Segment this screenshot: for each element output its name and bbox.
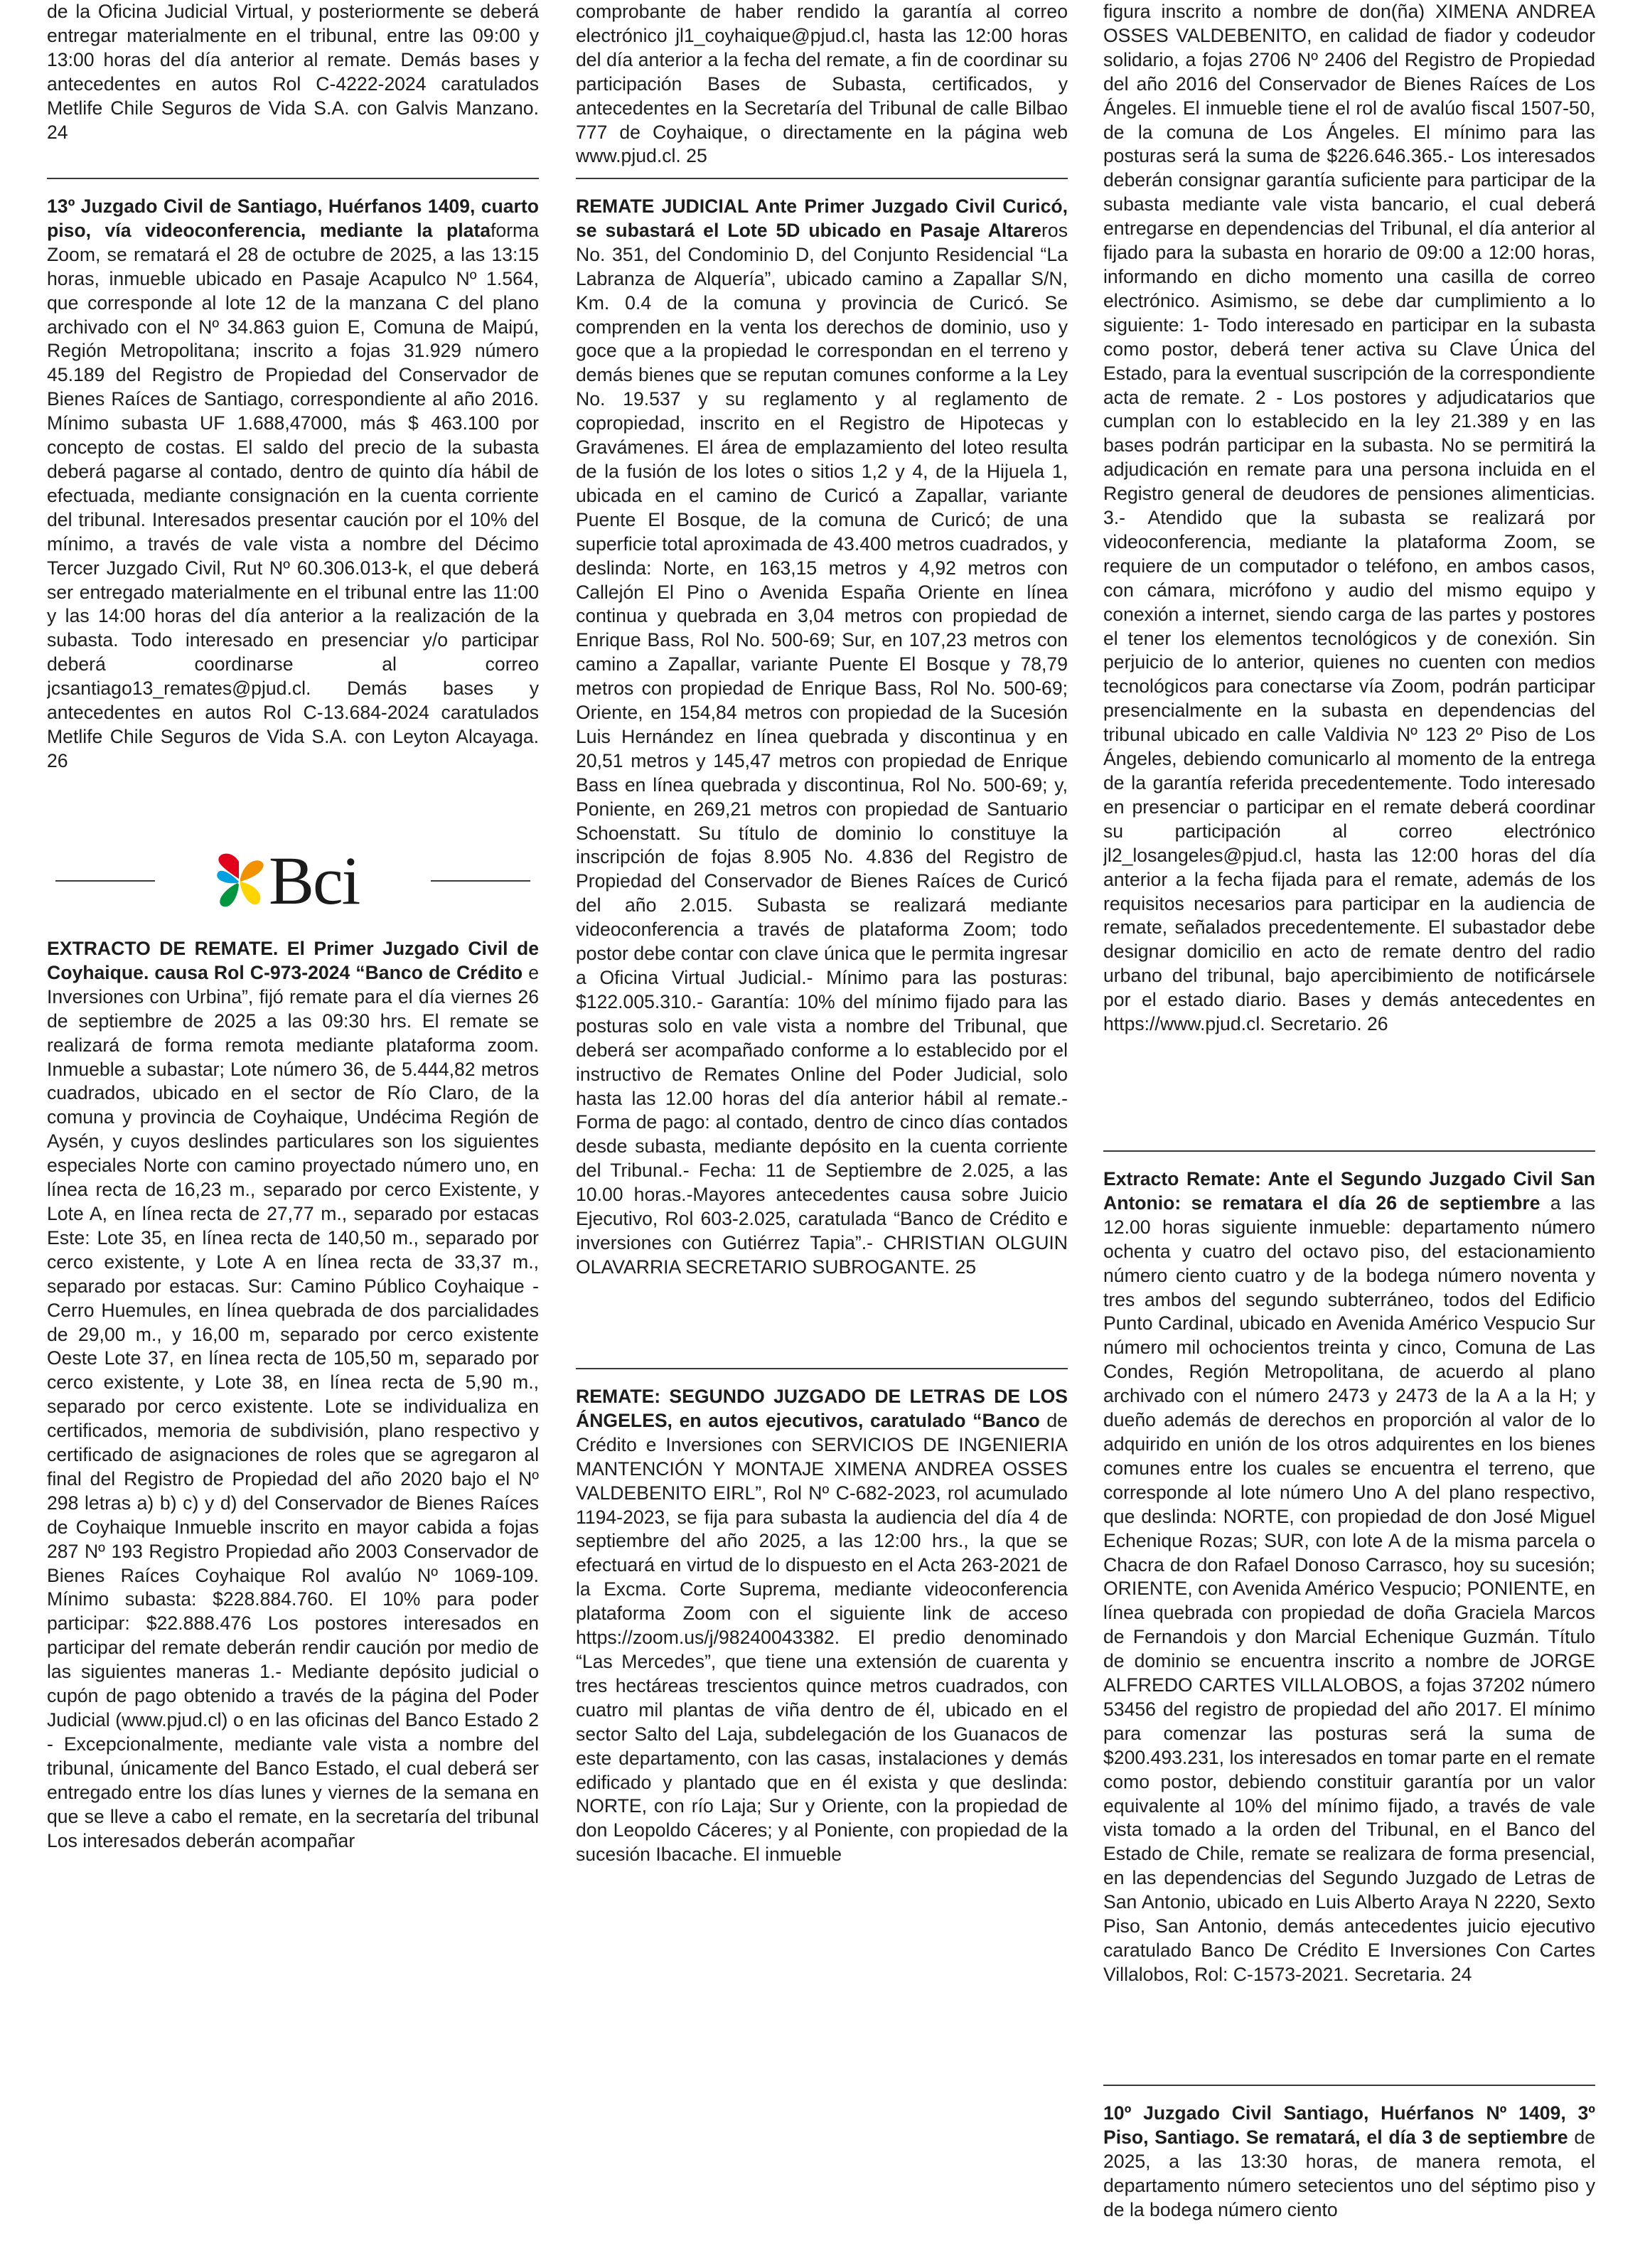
column-3 — [1103, 0, 1595, 2268]
bci-logo-icon — [212, 847, 269, 916]
notice-san-antonio — [1103, 1167, 1595, 2077]
logo-rule-right — [431, 880, 530, 882]
notice-continuation-c4222 — [47, 0, 539, 165]
column-2 — [576, 0, 1068, 2268]
notice-body: forma Zoom, se rematará el 28 de octubre de 2025, a las 13:15 horas, inmueble ubicado en Pasaje Acapulco Nº 1.564, que corresponde al lote 12 de la manzana C del plano archivado con el Nº 34.863 guion E, Comuna de Maipú, Región Metropolitana; inscrito a fojas 31.929 número 45.189 del Registro de Propiedad del Conservador de Bienes Raíces de Santiago, correspondiente al año 2016. Mínimo subasta UF 1.688,47000, más $ 463.100 por concepto de costas. El saldo del precio de la subasta deberá pagarse al contado, dentro de quinto día hábil de efectuada, mediante consignación en la cuenta corriente del tribunal. Interesados presentar caución por el 10% del mínimo, a través de vale vista a nombre del Décimo Tercer Juzgado Civil, Rut Nº 60.306.013-k, el que deberá ser entregado materialmente en el tribunal entre las 11:00 y las 14:00 horas del día anterior a la realización de la subasta. Todo interesado en presenciar y/o participar deberá coordinarse al correo jcsantiago13_remates@pjud.cl. Demás bases y antecedentes en autos Rol C-13.684-2024 caratulados Metlife Chile Seguros de Vida S.A. con Leyton Alcayaga. 26 — [47, 219, 539, 771]
notice-body: comprobante de haber rendido la garantía al correo electrónico jl1_coyhaique@pjud.cl, hasta las 12:00 horas del día anterior a la fecha del remate, a fin de coordinar su participación Bases de Subasta, certificados, y antecedentes en la Secretaría del Tribunal de calle Bilbao 777 de Coyhaique, o directamente en la página web www.pjud.cl. 25 — [576, 1, 1068, 167]
notice-body: de Crédito e Inversiones con SERVICIOS DE INGENIERIA MANTENCIÓN Y MONTAJE XIMENA ANDREA OSSES VALDEBENITO EIRL”, Rol Nº C-682-2023, rol acumulado 1194-2023, se fija para subasta la audiencia del día 4 de septiembre del año 2025, a las 12:00 hrs., la que se efectuará en virtud de lo dispuesto en el Acta 263-2021 de la Excma. Corte Suprema, mediante videoconferencia plataforma Zoom con el siguiente link de acceso https://zoom.us/j/98240043382. El predio denominado “Las Mercedes”, que tiene una extensión de cuarenta y tres hectáreas trescientos quince metros cuadrados, con cuatro mil plantas de viña dentro de él, ubicado en el sector Salto del Laja, subdelegación de los Guanacos de este departamento, con las casas, instalaciones y demás edificado y plantado que en él exista y que deslinda: NORTE, con río Laja; Sur y Oriente, con la propiedad de don Leopoldo Cáceres; y al Poniente, con propiedad de la sucesión Ibacache. El inmueble — [576, 1409, 1068, 1866]
notice-curico-lote-5d — [576, 195, 1068, 1361]
notice-lead: 13º Juzgado Civil de Santiago, Huérfanos 1409, cuarto piso, vía videoconferencia, mediante la plata — [47, 196, 539, 241]
notice-los-angeles-c682 — [576, 1385, 1068, 1867]
notice-body: ros No. 351, del Condominio D, del Conjunto Residencial “La Labranza de Alquería”, ubicado camino a Zapallar S/N, Km. 0.4 de la comuna y provincia de Curicó. Se comprenden en la venta los derechos de dominio, uso y goce que a la propiedad le correspondan en el terreno y demás bienes que se reputan comunes conforme a la Ley No. 19.537 y su reglamento y al reglamento de copropiedad, inscrito en el Registro de Hipotecas y Gravámenes. El área de emplazamiento del loteo resulta de la fusión de los lotes o sitios 1,2 y 4, de la Hijuela 1, ubicada en el camino de Curicó a Zapallar, variante Puente El Bosque, de la comuna de Curicó; de una superficie total aproximada de 43.400 metros cuadrados, y deslinda: Norte, en 163,15 metros y 4,92 metros con Callejón El Pino o Avenida España Oriente en línea continua y quebrada en 3,04 metros con propiedad de Enrique Bass, Rol No. 500-69; Sur, en 107,23 metros con camino a Zapallar, variante Puente El Bosque y 78,79 metros con propiedad de Enrique Bass, Rol No. 500-69; Oriente, en 154,84 metros con propiedad de la Sucesión Luis Hernández en línea quebrada y discontinua y en 20,51 metros y 145,47 metros con propiedad de Enrique Bass en línea quebrada y discontinua, Rol No. 500-69; y, Poniente, en 269,21 metros con propiedad de Santuario Schoenstatt. Su título de dominio lo constituye la inscripción de fojas 8.905 No. 4.836 del Registro de Propiedad del Conservador de Bienes Raíces de Curicó del año 2.015. Subasta se realizará mediante videoconferencia a través de plataforma Zoom; todo postor debe contar con clave única que le permita ingresar a Oficina Virtual Judicial.- Mínimo para las posturas: $122.005.310.- Garantía: 10% del mínimo fijado para las posturas solo en vale vista a nombre del Tribunal, que deberá ser acompañado conforme a lo establecido por el instructivo de Remates Online del Poder Judicial, solo hasta las 12.00 horas del día anterior hábil al remate.- Forma de pago: al contado, dentro de cinco días contados desde subasta, mediante depósito en la cuenta corriente del Tribunal.- Fecha: 11 de Septiembre de 2.025, a las 10.00 horas.-Mayores antecedentes causa sobre Juicio Ejecutivo, Rol 603-2.025, caratulada “Banco de Crédito e inversiones con Gutiérrez Tapia”.- CHRISTIAN OLGUIN OLAVARRIA SECRETARIO SUBROGANTE. 25 — [576, 219, 1068, 1278]
separator — [1103, 2085, 1595, 2086]
notice-lead: EXTRACTO DE REMATE. El Primer Juzgado Civil de Coyhaique. causa Rol C-973-2024 “Banco de Crédito — [47, 938, 539, 983]
notice-lead: REMATE: SEGUNDO JUZGADO DE LETRAS DE LOS ÁNGELES, en autos ejecutivos, caratulado “Banco — [576, 1386, 1068, 1431]
notice-lead: REMATE JUDICIAL Ante Primer Juzgado Civil Curicó, se subastará el Lote 5D ubicado en Pasaje Altare — [576, 196, 1068, 241]
bci-logo — [212, 843, 382, 919]
bci-logo-row — [47, 839, 539, 927]
notice-lead: Extracto Remate: Ante el Segundo Juzgado Civil San Antonio: se rematara el día 26 de septiembre — [1103, 1168, 1595, 1214]
separator — [47, 178, 539, 179]
bci-logo-text: Bci — [269, 843, 360, 919]
notice-10-juzgado-santiago — [1103, 2102, 1595, 2222]
notice-coyhaique-c973 — [47, 937, 539, 1853]
notice-body: a las 12.00 horas siguiente inmueble: departamento número ochenta y cuatro del octavo piso, del estacionamiento número ciento cuatro y de la bodega número noventa y tres ambos del segundo subterráneo, todos del Edificio Punto Cardinal, ubicado en Avenida Américo Vespucio Sur número mil ochocientos treinta y cinco, Comuna de Las Condes, Región Metropolitana, de acuerdo al plano archivado con el número 2473 y 2473 de la A a la H; y dueño además de derechos en proporción al valor de lo adquirido en unión de los otros adquirentes en los bienes comunes entre los cuales se encuentra el terreno, que corresponde al lote número Uno A del plano respectivo, que deslinda: NORTE, con propiedad de don José Miguel Echenique Rozas; SUR, con lote A de la misma parcela o Chacra de don Rafael Donoso Carrasco, hoy su sucesión; ORIENTE, con Avenida Américo Vespucio; PONIENTE, en línea quebrada con propiedad de doña Graciela Marcos de Fernandois y don Marcial Echenique Guzmán. Título de dominio se encuentra inscrito a nombre de JORGE ALFREDO CARTES VILLALOBOS, a fojas 37202 número 53456 del registro de propiedad del año 2017. El mínimo para comenzar las posturas será la suma de $200.493.231, los interesados en tomar parte en el remate como postor, debiendo constituir garantía por un valor equivalente al 10% del mínimo fijado, a través de vale vista tomado a la orden del Tribunal, en el Banco del Estado de Chile, remate se realizara de forma presencial, en las dependencias del Segundo Juzgado de Letras de San Antonio, ubicado en Luis Alberto Araya N 2220, Sexto Piso, San Antonio, demás antecedentes juicio ejecutivo caratulado Banco De Crédito E Inversiones Con Cartes Villalobos, Rol: C-1573-2021. Secretaria. 24 — [1103, 1192, 1595, 1985]
separator — [576, 1368, 1068, 1369]
notice-13-juzgado-santiago — [47, 195, 539, 835]
notice-continuation-coyhaique — [576, 0, 1068, 165]
separator — [1103, 1150, 1595, 1152]
notice-body: de 2025, a las 13:30 horas, de manera remota, el departamento número setecientos uno del séptimo piso y de la bodega número ciento — [1103, 2126, 1595, 2220]
separator — [576, 178, 1068, 179]
notice-lead: 10º Juzgado Civil Santiago, Huérfanos Nº 1409, 3º Piso, Santiago. Se rematará, el día 3 de septiembre — [1103, 2102, 1595, 2148]
logo-rule-left — [55, 880, 155, 882]
column-1 — [47, 0, 539, 2268]
notice-body: figura inscrito a nombre de don(ña) XIMENA ANDREA OSSES VALDEBENITO, en calidad de fiador y codeudor solidario, a fojas 2706 Nº 2406 del Registro de Propiedad del año 2016 del Conservador de Bienes Raíces de Los Ángeles. El inmueble tiene el rol de avalúo fiscal 1507-50, de la comuna de Los Ángeles. El mínimo para las posturas será la suma de $226.646.365.- Los interesados deberán consignar garantía suficiente para participar de la subasta mediante vale vista bancario, el cual deberá entregarse en dependencias del Tribunal, el día anterior al fijado para la subasta en horario de 09:00 a 12:00 horas, informando en dicho momento una casilla de correo electrónico. Asimismo, se debe dar cumplimiento a lo siguiente: 1- Todo interesado en participar en la subasta como postor, deberá tener activa su Clave Única del Estado, para la eventual suscripción de la correspondiente acta de remate. 2 - Los postores y adjudicatarios que cumplan con lo establecido en la ley 21.389 y en las bases podrán participar en la subasta. No se permitirá la adjudicación en remate para una persona incluida en el Registro general de deudores de pensiones alimenticias. 3.- Atendido que la subasta se realizará por videoconferencia, mediante la plataforma Zoom, se requiere de un computador o teléfono, en ambos casos, con cámara, micrófono y audio del mismo equipo y conexión a internet, siendo carga de las partes y postores el tener los elementos tecnológicos y de conexión. Sin perjuicio de lo anterior, quienes no cuenten con medios tecnológicos para conectarse vía Zoom, podrán participar presencialmente en la subasta en dependencias del tribunal ubicado en calle Valdivia Nº 123 2º Piso de Los Ángeles, debiendo comunicarlo al momento de la entrega de la garantía referida precedentemente. Todo interesado en presenciar o participar en el remate deberá coordinar su participación al correo electrónico jl2_losangeles@pjud.cl, hasta las 12:00 horas del día anterior a la fecha fijada para el remate, además de los requisitos necesarios para participar en la audiencia de remate, señalados precedentemente. El subastador debe designar domicilio en acto de remate dentro del radio urbano del tribunal, bajo apercibimiento de notificársele por el estado diario. Bases y demás antecedentes en https://www.pjud.cl. Secretario. 26 — [1103, 1, 1595, 1035]
notice-continuation-los-angeles — [1103, 0, 1595, 1138]
notice-body: de la Oficina Judicial Virtual, y posteriormente se deberá entregar materialmente en el tribunal, entre las 09:00 y 13:00 horas del día anterior al remate. Demás bases y antecedentes en autos Rol C-4222-2024 caratulados Metlife Chile Seguros de Vida S.A. con Galvis Manzano. 24 — [47, 1, 539, 143]
notice-body: e Inversiones con Urbina”, fijó remate para el día viernes 26 de septiembre de 2025 a las 09:30 hrs. El remate se realizará de forma remota mediante plataforma zoom. Inmueble a subastar; Lote número 36, de 5.444,82 metros cuadrados, ubicado en el sector de Río Claro, de la comuna y provincia de Coyhaique, Undécima Región de Aysén, y cuyos deslindes particulares son los siguientes especiales Norte con camino proyectado número uno, en línea recta de 16,23 m., separado por cerco Existente, y Lote A, en línea recta de 27,77 m., separado por estacas Este: Lote 35, en línea recta de 140,50 m., separado por cerco existente, y Lote A en línea recta de 33,37 m., separado por estacas. Sur: Camino Público Coyhaique - Cerro Huemules, en línea quebrada de dos parcialidades de 29,00 m., y 16,00 m, separado por cerco existente Oeste Lote 37, en línea recta de 105,50 m, separado por cerco existente, y Lote 38, en línea recta de 5,90 m., separado por cerco existente. Lote se individualiza en certificados, memoria de subdivisión, plano respectivo y certificado de asignaciones de roles que se agregaron al final del Registro de Propiedad del año 2020 bajo el Nº 298 letras a) b) c) y d) del Conservador de Bienes Raíces de Coyhaique Inmueble inscrito en mayor cabida a fojas 287 Nº 193 Registro Propiedad año 2003 Conservador de Bienes Raíces Coyhaique Rol avalúo Nº 1069-109. Mínimo subasta: $228.884.760. El 10% para poder participar: $22.888.476 Los postores interesados en participar del remate deberán rendir caución por medio de las siguientes maneras 1.- Mediante depósito judicial o cupón de pago obtenido a través de la página del Poder Judicial (www.pjud.cl) o en las oficinas del Banco Estado 2 - Excepcionalmente, mediante vale vista a nombre del tribunal, únicamente del Banco Estado, el cual deberá ser entregado entre los días lunes y viernes de la semana en que se lleve a cabo el remate, en la secretaría del tribunal Los interesados deberán acompañar — [47, 961, 539, 1851]
